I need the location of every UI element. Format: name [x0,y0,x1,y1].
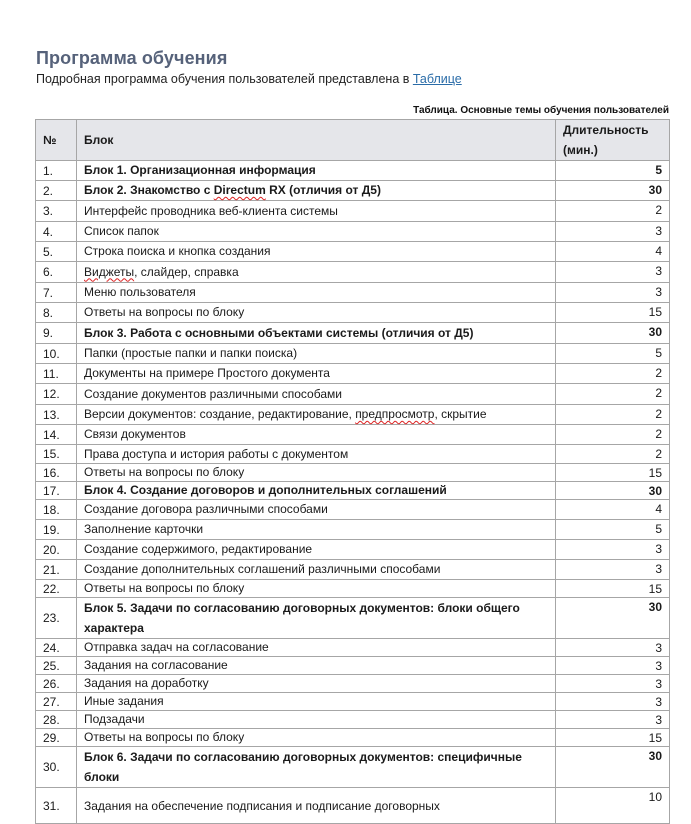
table-row [36,747,670,788]
table-row [36,344,670,364]
row-topic: Создание содержимого, редактирование [77,540,556,560]
row-topic: Строка поиска и кнопка создания [77,242,556,262]
row-duration: 4 [556,500,670,520]
row-topic: Блок 4. Создание договоров и дополнительных соглашений [77,482,556,500]
row-duration: 3 [556,540,670,560]
row-topic: Связи документов [77,425,556,445]
row-duration: 30 [556,323,670,344]
row-duration: 15 [556,580,670,598]
row-topic: Права доступа и история работы с документом [77,445,556,464]
table-row [36,675,670,693]
row-number: 7. [36,283,77,303]
table-row [36,425,670,445]
table-row [36,598,670,639]
row-duration: 15 [556,464,670,482]
row-topic: Создание дополнительных соглашений различными способами [77,560,556,580]
row-topic: Блок 1. Организационная информация [77,161,556,181]
header-number: № [36,120,77,161]
row-topic: Иные задания [77,693,556,711]
row-topic: Блок 3. Работа с основными объектами системы (отличия от Д5) [77,323,556,344]
table-row [36,283,670,303]
row-number: 30. [36,747,77,788]
intro-paragraph [36,72,462,86]
table-row [36,222,670,242]
table-row [36,560,670,580]
table-row [36,500,670,520]
row-number: 29. [36,729,77,747]
row-duration: 3 [556,222,670,242]
row-number: 25. [36,657,77,675]
row-number: 1. [36,161,77,181]
row-number: 14. [36,425,77,445]
row-number: 13. [36,405,77,425]
row-number: 18. [36,500,77,520]
row-topic: Список папок [77,222,556,242]
row-topic: Задания на доработку [77,675,556,693]
row-topic: Блок 2. Знакомство с Directum RX (отличия от Д5) [77,181,556,201]
row-topic: Подзадачи [77,711,556,729]
row-duration: 3 [556,711,670,729]
row-duration: 5 [556,161,670,181]
table-row [36,464,670,482]
row-number: 31. [36,788,77,824]
table-row [36,580,670,598]
table-row [36,788,670,824]
row-topic: Задания на обеспечение подписания и подписание договорных [77,788,556,824]
row-number: 19. [36,520,77,540]
table-body [36,161,670,824]
row-topic: Ответы на вопросы по блоку [77,580,556,598]
row-duration: 2 [556,405,670,425]
row-number: 10. [36,344,77,364]
row-topic: Ответы на вопросы по блоку [77,303,556,323]
table-row [36,657,670,675]
table-row [36,540,670,560]
row-number: 2. [36,181,77,201]
row-duration: 30 [556,181,670,201]
table-link[interactable]: Таблице [412,72,462,86]
table-row [36,711,670,729]
row-duration: 3 [556,262,670,283]
row-topic: Ответы на вопросы по блоку [77,464,556,482]
section-title: Программа обучения [36,48,228,68]
row-duration: 3 [556,657,670,675]
table-row [36,181,670,201]
row-duration: 2 [556,201,670,222]
row-number: 24. [36,639,77,657]
table-row [36,161,670,181]
row-duration: 2 [556,445,670,464]
row-duration: 2 [556,384,670,405]
table-row [36,323,670,344]
row-topic: Заполнение карточки [77,520,556,540]
row-topic: Документы на примере Простого документа [77,364,556,384]
row-topic: Виджеты, слайдер, справка [77,262,556,283]
header-block: Блок [77,120,556,161]
row-number: 5. [36,242,77,262]
row-topic: Блок 6. Задачи по согласованию договорных документов: специфичные блоки [77,747,556,788]
row-number: 23. [36,598,77,639]
table-caption: Таблица. Основные темы обучения пользователей [413,105,669,116]
table-row [36,482,670,500]
row-number: 4. [36,222,77,242]
row-number: 9. [36,323,77,344]
row-topic: Отправка задач на согласование [77,639,556,657]
table-row [36,262,670,283]
row-duration: 10 [556,788,670,824]
row-number: 21. [36,560,77,580]
row-duration: 30 [556,747,670,788]
row-number: 6. [36,262,77,283]
row-number: 17. [36,482,77,500]
row-duration: 15 [556,303,670,323]
table-row [36,242,670,262]
table-row [36,520,670,540]
row-number: 15. [36,445,77,464]
table-row [36,729,670,747]
table-row [36,303,670,323]
row-duration: 5 [556,344,670,364]
table-header-row [36,120,670,161]
row-duration: 30 [556,598,670,639]
row-topic: Задания на согласование [77,657,556,675]
training-program-table [35,119,670,824]
row-duration: 5 [556,520,670,540]
table-row [36,201,670,222]
row-duration: 3 [556,560,670,580]
row-number: 16. [36,464,77,482]
row-number: 26. [36,675,77,693]
row-topic: Интерфейс проводника веб-клиента системы [77,201,556,222]
table-row [36,639,670,657]
row-number: 27. [36,693,77,711]
row-number: 3. [36,201,77,222]
row-number: 8. [36,303,77,323]
table-row [36,384,670,405]
header-duration: Длительность (мин.) [556,120,670,161]
row-number: 22. [36,580,77,598]
row-duration: 3 [556,283,670,303]
row-duration: 15 [556,729,670,747]
table-row [36,445,670,464]
row-duration: 4 [556,242,670,262]
row-topic: Папки (простые папки и папки поиска) [77,344,556,364]
row-number: 12. [36,384,77,405]
intro-text: Подробная программа обучения пользователей представлена в [36,72,413,86]
row-number: 20. [36,540,77,560]
row-duration: 3 [556,693,670,711]
row-duration: 3 [556,639,670,657]
spellcheck-underline: предпросмотр [355,407,435,421]
table-row [36,693,670,711]
spellcheck-underline: Виджеты [84,264,135,279]
table-row [36,405,670,425]
row-duration: 2 [556,425,670,445]
row-number: 11. [36,364,77,384]
row-duration: 3 [556,675,670,693]
row-topic: Создание документов различными способами [77,384,556,405]
row-number: 28. [36,711,77,729]
row-topic: Создание договора различными способами [77,500,556,520]
row-duration: 30 [556,482,670,500]
spellcheck-underline: Directum [213,183,266,197]
row-topic: Меню пользователя [77,283,556,303]
table-row [36,364,670,384]
row-duration: 2 [556,364,670,384]
row-topic: Блок 5. Задачи по согласованию договорных документов: блоки общего характера [77,598,556,639]
row-topic: Ответы на вопросы по блоку [77,729,556,747]
row-topic: Версии документов: создание, редактирование, предпросмотр, скрытие [77,405,556,425]
